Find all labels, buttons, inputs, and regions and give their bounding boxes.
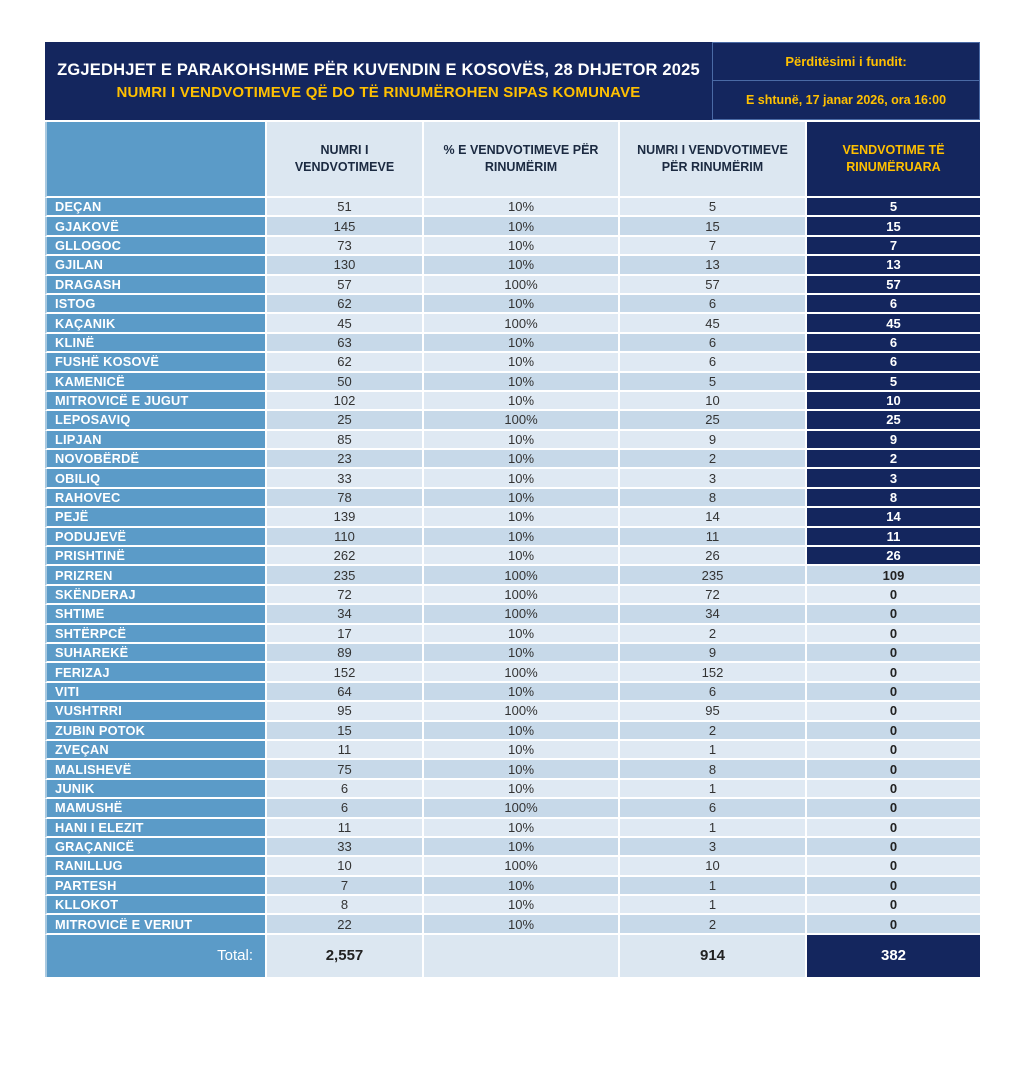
municipality-cell: VITI bbox=[45, 683, 267, 702]
recount-percent-cell: 10% bbox=[424, 450, 620, 469]
recount-count-cell: 14 bbox=[620, 508, 807, 527]
table-row bbox=[45, 373, 980, 392]
recount-count-cell: 5 bbox=[620, 373, 807, 392]
municipality-cell: OBILIQ bbox=[45, 469, 267, 488]
recount-table bbox=[45, 122, 980, 977]
recounted-cell: 26 bbox=[807, 547, 980, 566]
table-footer bbox=[45, 935, 980, 977]
total-recounted-sum: 382 bbox=[807, 935, 980, 977]
table-row bbox=[45, 741, 980, 760]
total-votingplaces-cell: 110 bbox=[267, 528, 424, 547]
recount-percent-cell: 10% bbox=[424, 217, 620, 236]
municipality-cell: ISTOG bbox=[45, 295, 267, 314]
table-row bbox=[45, 314, 980, 333]
recount-count-cell: 10 bbox=[620, 392, 807, 411]
recount-count-cell: 7 bbox=[620, 237, 807, 256]
total-votingplaces-cell: 50 bbox=[267, 373, 424, 392]
recount-count-cell: 2 bbox=[620, 915, 807, 934]
header-row bbox=[45, 122, 980, 198]
recounted-cell: 25 bbox=[807, 411, 980, 430]
total-votingplaces-cell: 15 bbox=[267, 722, 424, 741]
recount-percent-cell: 10% bbox=[424, 237, 620, 256]
recount-percent-cell: 10% bbox=[424, 683, 620, 702]
table-row bbox=[45, 547, 980, 566]
recount-count-cell: 8 bbox=[620, 760, 807, 779]
recount-count-cell: 5 bbox=[620, 198, 807, 217]
table-row bbox=[45, 450, 980, 469]
recount-count-cell: 2 bbox=[620, 625, 807, 644]
recount-percent-cell: 10% bbox=[424, 256, 620, 275]
recount-percent-cell: 10% bbox=[424, 838, 620, 857]
recounted-cell: 0 bbox=[807, 915, 980, 934]
table-row bbox=[45, 528, 980, 547]
total-votingplaces-cell: 25 bbox=[267, 411, 424, 430]
recount-percent-cell: 10% bbox=[424, 780, 620, 799]
recount-count-cell: 6 bbox=[620, 295, 807, 314]
recount-percent-cell: 10% bbox=[424, 392, 620, 411]
recount-count-cell: 1 bbox=[620, 780, 807, 799]
recount-count-cell: 25 bbox=[620, 411, 807, 430]
recounted-cell: 6 bbox=[807, 334, 980, 353]
total-votingplaces-cell: 7 bbox=[267, 877, 424, 896]
table-row bbox=[45, 295, 980, 314]
recount-count-cell: 10 bbox=[620, 857, 807, 876]
recount-percent-cell: 10% bbox=[424, 741, 620, 760]
recount-count-cell: 11 bbox=[620, 528, 807, 547]
recount-percent-cell: 10% bbox=[424, 625, 620, 644]
recounted-cell: 7 bbox=[807, 237, 980, 256]
recount-percent-cell: 10% bbox=[424, 760, 620, 779]
table-row bbox=[45, 877, 980, 896]
recount-percent-cell: 10% bbox=[424, 877, 620, 896]
recount-percent-cell: 100% bbox=[424, 605, 620, 624]
municipality-cell: ZVEÇAN bbox=[45, 741, 267, 760]
last-update-box bbox=[712, 42, 980, 120]
recounted-cell: 45 bbox=[807, 314, 980, 333]
table-row bbox=[45, 683, 980, 702]
total-votingplaces-cell: 95 bbox=[267, 702, 424, 721]
recount-count-cell: 1 bbox=[620, 819, 807, 838]
column-header-total-votingplaces: NUMRI I VENDVOTIMEVE bbox=[267, 122, 424, 198]
recount-count-cell: 6 bbox=[620, 683, 807, 702]
total-votingplaces-sum: 2,557 bbox=[267, 935, 424, 977]
municipality-cell: DRAGASH bbox=[45, 276, 267, 295]
recount-percent-cell: 10% bbox=[424, 915, 620, 934]
recount-percent-cell: 10% bbox=[424, 334, 620, 353]
recount-count-cell: 1 bbox=[620, 877, 807, 896]
recounted-cell: 0 bbox=[807, 683, 980, 702]
total-votingplaces-cell: 62 bbox=[267, 295, 424, 314]
recounted-cell: 8 bbox=[807, 489, 980, 508]
municipality-cell: GJILAN bbox=[45, 256, 267, 275]
table-row bbox=[45, 896, 980, 915]
table-row bbox=[45, 198, 980, 217]
recount-count-cell: 6 bbox=[620, 334, 807, 353]
table-row bbox=[45, 586, 980, 605]
total-votingplaces-cell: 73 bbox=[267, 237, 424, 256]
table-row bbox=[45, 780, 980, 799]
recount-percent-cell: 10% bbox=[424, 896, 620, 915]
recount-count-cell: 235 bbox=[620, 566, 807, 585]
total-votingplaces-cell: 22 bbox=[267, 915, 424, 934]
recount-count-cell: 2 bbox=[620, 450, 807, 469]
municipality-cell: PRIZREN bbox=[45, 566, 267, 585]
recounted-cell: 10 bbox=[807, 392, 980, 411]
recount-count-cell: 6 bbox=[620, 799, 807, 818]
recount-count-cell: 152 bbox=[620, 663, 807, 682]
total-votingplaces-cell: 102 bbox=[267, 392, 424, 411]
recounted-cell: 0 bbox=[807, 857, 980, 876]
recount-percent-cell: 10% bbox=[424, 431, 620, 450]
table-row bbox=[45, 411, 980, 430]
recounted-cell: 0 bbox=[807, 663, 980, 682]
column-header-municipality bbox=[45, 122, 267, 198]
total-votingplaces-cell: 45 bbox=[267, 314, 424, 333]
total-votingplaces-cell: 62 bbox=[267, 353, 424, 372]
report-subtitle: NUMRI I VENDVOTIMEVE QË DO TË RINUMËROHEN SIPAS KOMUNAVE bbox=[116, 84, 641, 101]
recount-percent-cell: 100% bbox=[424, 663, 620, 682]
recounted-cell: 0 bbox=[807, 760, 980, 779]
report-header bbox=[45, 42, 980, 120]
recount-percent-cell: 10% bbox=[424, 373, 620, 392]
recount-report bbox=[45, 42, 980, 977]
recount-count-cell: 45 bbox=[620, 314, 807, 333]
total-votingplaces-cell: 78 bbox=[267, 489, 424, 508]
table-row bbox=[45, 605, 980, 624]
recount-count-cell: 3 bbox=[620, 469, 807, 488]
table-row bbox=[45, 857, 980, 876]
recount-count-cell: 95 bbox=[620, 702, 807, 721]
municipality-cell: HANI I ELEZIT bbox=[45, 819, 267, 838]
total-label: Total: bbox=[45, 935, 267, 977]
recounted-cell: 9 bbox=[807, 431, 980, 450]
total-votingplaces-cell: 10 bbox=[267, 857, 424, 876]
total-votingplaces-cell: 235 bbox=[267, 566, 424, 585]
table-row bbox=[45, 392, 980, 411]
total-recount-sum: 914 bbox=[620, 935, 807, 977]
municipality-cell: MAMUSHË bbox=[45, 799, 267, 818]
total-votingplaces-cell: 63 bbox=[267, 334, 424, 353]
recount-percent-cell: 100% bbox=[424, 411, 620, 430]
municipality-cell: PEJË bbox=[45, 508, 267, 527]
total-row bbox=[45, 935, 980, 977]
table-row bbox=[45, 276, 980, 295]
table-row bbox=[45, 625, 980, 644]
table-row bbox=[45, 663, 980, 682]
recount-count-cell: 6 bbox=[620, 353, 807, 372]
last-update-label: Përditësimi i fundit: bbox=[713, 43, 979, 81]
total-votingplaces-cell: 17 bbox=[267, 625, 424, 644]
recount-count-cell: 34 bbox=[620, 605, 807, 624]
recounted-cell: 57 bbox=[807, 276, 980, 295]
recounted-cell: 0 bbox=[807, 644, 980, 663]
table-body bbox=[45, 198, 980, 935]
total-votingplaces-cell: 34 bbox=[267, 605, 424, 624]
municipality-cell: KAMENICË bbox=[45, 373, 267, 392]
recount-percent-cell: 100% bbox=[424, 314, 620, 333]
municipality-cell: JUNIK bbox=[45, 780, 267, 799]
table-row bbox=[45, 760, 980, 779]
total-votingplaces-cell: 64 bbox=[267, 683, 424, 702]
table-row bbox=[45, 508, 980, 527]
recounted-cell: 6 bbox=[807, 353, 980, 372]
recounted-cell: 0 bbox=[807, 819, 980, 838]
recount-count-cell: 26 bbox=[620, 547, 807, 566]
recount-percent-cell: 100% bbox=[424, 566, 620, 585]
recount-percent-cell: 100% bbox=[424, 702, 620, 721]
municipality-cell: SHTËRPCË bbox=[45, 625, 267, 644]
recount-percent-cell: 10% bbox=[424, 353, 620, 372]
total-votingplaces-cell: 11 bbox=[267, 741, 424, 760]
municipality-cell: MITROVICË E JUGUT bbox=[45, 392, 267, 411]
recount-percent-cell: 10% bbox=[424, 469, 620, 488]
recounted-cell: 0 bbox=[807, 722, 980, 741]
total-votingplaces-cell: 145 bbox=[267, 217, 424, 236]
total-votingplaces-cell: 85 bbox=[267, 431, 424, 450]
municipality-cell: GRAÇANICË bbox=[45, 838, 267, 857]
municipality-cell: GJAKOVË bbox=[45, 217, 267, 236]
municipality-cell: MITROVICË E VERIUT bbox=[45, 915, 267, 934]
column-header-recount-count: NUMRI I VENDVOTIMEVE PËR RINUMËRIM bbox=[620, 122, 807, 198]
table-row bbox=[45, 237, 980, 256]
recount-count-cell: 57 bbox=[620, 276, 807, 295]
total-votingplaces-cell: 89 bbox=[267, 644, 424, 663]
municipality-cell: PODUJEVË bbox=[45, 528, 267, 547]
total-votingplaces-cell: 11 bbox=[267, 819, 424, 838]
municipality-cell: PARTESH bbox=[45, 877, 267, 896]
recounted-cell: 15 bbox=[807, 217, 980, 236]
municipality-cell: KLLOKOT bbox=[45, 896, 267, 915]
total-votingplaces-cell: 8 bbox=[267, 896, 424, 915]
recounted-cell: 0 bbox=[807, 838, 980, 857]
municipality-cell: RAHOVEC bbox=[45, 489, 267, 508]
recount-percent-cell: 10% bbox=[424, 722, 620, 741]
recounted-cell: 0 bbox=[807, 625, 980, 644]
title-box bbox=[45, 42, 712, 120]
table-row bbox=[45, 722, 980, 741]
recounted-cell: 13 bbox=[807, 256, 980, 275]
table-row bbox=[45, 566, 980, 585]
recount-count-cell: 1 bbox=[620, 896, 807, 915]
table-row bbox=[45, 334, 980, 353]
table-row bbox=[45, 469, 980, 488]
recount-percent-cell: 10% bbox=[424, 295, 620, 314]
total-votingplaces-cell: 57 bbox=[267, 276, 424, 295]
column-header-recount-percent: % E VENDVOTIMEVE PËR RINUMËRIM bbox=[424, 122, 620, 198]
table-header bbox=[45, 122, 980, 198]
recount-count-cell: 9 bbox=[620, 644, 807, 663]
recounted-cell: 5 bbox=[807, 198, 980, 217]
total-votingplaces-cell: 262 bbox=[267, 547, 424, 566]
recount-percent-cell: 10% bbox=[424, 489, 620, 508]
recounted-cell: 5 bbox=[807, 373, 980, 392]
municipality-cell: ZUBIN POTOK bbox=[45, 722, 267, 741]
municipality-cell: DEÇAN bbox=[45, 198, 267, 217]
table-row bbox=[45, 644, 980, 663]
recount-count-cell: 3 bbox=[620, 838, 807, 857]
recount-count-cell: 72 bbox=[620, 586, 807, 605]
total-votingplaces-cell: 72 bbox=[267, 586, 424, 605]
recount-count-cell: 15 bbox=[620, 217, 807, 236]
municipality-cell: FERIZAJ bbox=[45, 663, 267, 682]
municipality-cell: VUSHTRRI bbox=[45, 702, 267, 721]
recount-count-cell: 13 bbox=[620, 256, 807, 275]
recounted-cell: 0 bbox=[807, 605, 980, 624]
total-votingplaces-cell: 33 bbox=[267, 838, 424, 857]
total-votingplaces-cell: 6 bbox=[267, 799, 424, 818]
recounted-cell: 0 bbox=[807, 877, 980, 896]
municipality-cell: SUHAREKË bbox=[45, 644, 267, 663]
municipality-cell: SKËNDERAJ bbox=[45, 586, 267, 605]
municipality-cell: KLINË bbox=[45, 334, 267, 353]
total-votingplaces-cell: 51 bbox=[267, 198, 424, 217]
total-votingplaces-cell: 139 bbox=[267, 508, 424, 527]
recount-count-cell: 2 bbox=[620, 722, 807, 741]
table-row bbox=[45, 489, 980, 508]
total-votingplaces-cell: 33 bbox=[267, 469, 424, 488]
recount-percent-cell: 10% bbox=[424, 819, 620, 838]
table-row bbox=[45, 353, 980, 372]
total-percent-cell bbox=[424, 935, 620, 977]
table-row bbox=[45, 915, 980, 934]
recount-percent-cell: 10% bbox=[424, 508, 620, 527]
table-row bbox=[45, 838, 980, 857]
total-votingplaces-cell: 130 bbox=[267, 256, 424, 275]
recounted-cell: 0 bbox=[807, 702, 980, 721]
table-row bbox=[45, 256, 980, 275]
municipality-cell: RANILLUG bbox=[45, 857, 267, 876]
table-row bbox=[45, 431, 980, 450]
table-row bbox=[45, 217, 980, 236]
municipality-cell: SHTIME bbox=[45, 605, 267, 624]
municipality-cell: LEPOSAVIQ bbox=[45, 411, 267, 430]
recount-percent-cell: 100% bbox=[424, 276, 620, 295]
recount-percent-cell: 100% bbox=[424, 857, 620, 876]
recounted-cell: 109 bbox=[807, 566, 980, 585]
municipality-cell: PRISHTINË bbox=[45, 547, 267, 566]
report-title: ZGJEDHJET E PARAKOHSHME PËR KUVENDIN E KOSOVËS, 28 DHJETOR 2025 bbox=[57, 61, 700, 79]
recounted-cell: 6 bbox=[807, 295, 980, 314]
recount-percent-cell: 100% bbox=[424, 799, 620, 818]
total-votingplaces-cell: 75 bbox=[267, 760, 424, 779]
recount-count-cell: 8 bbox=[620, 489, 807, 508]
recounted-cell: 0 bbox=[807, 799, 980, 818]
recount-count-cell: 1 bbox=[620, 741, 807, 760]
total-votingplaces-cell: 152 bbox=[267, 663, 424, 682]
table-row bbox=[45, 702, 980, 721]
municipality-cell: FUSHË KOSOVË bbox=[45, 353, 267, 372]
last-update-value: E shtunë, 17 janar 2026, ora 16:00 bbox=[745, 93, 947, 107]
recount-count-cell: 9 bbox=[620, 431, 807, 450]
recounted-cell: 0 bbox=[807, 780, 980, 799]
municipality-cell: KAÇANIK bbox=[45, 314, 267, 333]
table-row bbox=[45, 799, 980, 818]
recount-percent-cell: 100% bbox=[424, 586, 620, 605]
municipality-cell: LIPJAN bbox=[45, 431, 267, 450]
municipality-cell: GLLOGOC bbox=[45, 237, 267, 256]
recounted-cell: 2 bbox=[807, 450, 980, 469]
municipality-cell: NOVOBËRDË bbox=[45, 450, 267, 469]
recounted-cell: 14 bbox=[807, 508, 980, 527]
recounted-cell: 0 bbox=[807, 586, 980, 605]
municipality-cell: MALISHEVË bbox=[45, 760, 267, 779]
recounted-cell: 11 bbox=[807, 528, 980, 547]
recount-percent-cell: 10% bbox=[424, 644, 620, 663]
recounted-cell: 0 bbox=[807, 896, 980, 915]
total-votingplaces-cell: 6 bbox=[267, 780, 424, 799]
recounted-cell: 0 bbox=[807, 741, 980, 760]
recounted-cell: 3 bbox=[807, 469, 980, 488]
recount-percent-cell: 10% bbox=[424, 528, 620, 547]
total-votingplaces-cell: 23 bbox=[267, 450, 424, 469]
table-row bbox=[45, 819, 980, 838]
recount-percent-cell: 10% bbox=[424, 547, 620, 566]
recount-percent-cell: 10% bbox=[424, 198, 620, 217]
column-header-recounted: VENDVOTIME TË RINUMËRUARA bbox=[807, 122, 980, 198]
